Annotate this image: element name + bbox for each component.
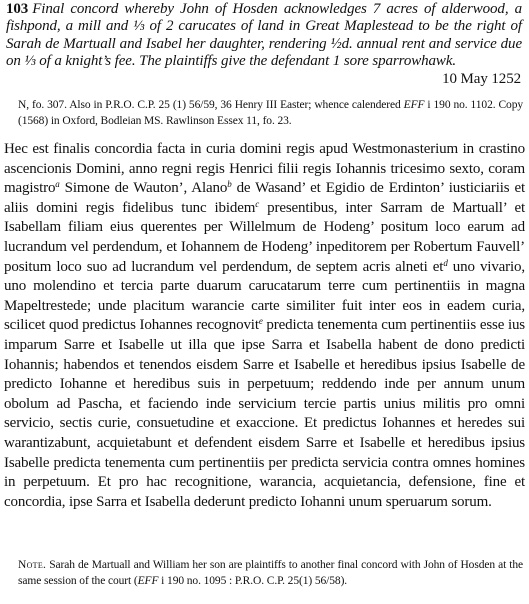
entry-number: 103 <box>6 1 29 17</box>
editorial-note <box>18 558 523 589</box>
text-segment-3: de Wasand’ et Egidio de Erdinton’ iusticiariis et aliis domini regis fidelibus tunc ibidem <box>4 180 525 216</box>
source-text-2: i 190 no. 1102. Copy (1568) in Oxford, Bodleian MS. Rawlinson Essex 11, fo. 23. <box>18 99 524 127</box>
footnote-marker-b: b <box>227 179 232 190</box>
summary-text: Final concord whereby John of Hosden acknowledges 7 acres of alderwood, a fishpond, a mill and ⅓ of 2 carucates of land in Great Maplestead to be the right of Sarah de Martuall and Isabel her daughter, rendering ½d. annual rent and service due on ⅓ of a knight’s fee. The plaintiffs give the defendant 1 sore sparrowhawk. <box>6 1 522 70</box>
source-text-1: N, fo. 307. Also in P.R.O. C.P. 25 (1) 56/59, 36 Henry III Easter; whence calendered <box>18 99 404 111</box>
footnote-marker-e: e <box>258 316 263 327</box>
note-text-2: i 190 no. 1095 : P.R.O. C.P. 25(1) 56/58). <box>158 574 348 587</box>
footnote-marker-c: c <box>255 198 260 209</box>
charter-paragraph <box>4 140 525 512</box>
source-references <box>18 98 523 129</box>
source-eff: EFF <box>403 99 425 111</box>
note-label: Note. <box>18 559 47 571</box>
footnote-marker-d: d <box>443 257 448 268</box>
note-text-1: Sarah de Martuall and William her son are plaintiffs to another final concord with John of Hosden at the same session of the court ( <box>18 559 523 587</box>
note-eff: EFF <box>137 574 159 587</box>
footnote-marker-a: a <box>55 179 60 190</box>
text-segment-6: predicta tenementa cum pertinentiis esse ius imparum Sarre et Isabelle ut illa que ipse Sarra et Isabella habent de dono predicti Iohannis; habendos et tenendos eisdem Sarre et Isabelle et heredibus ipsius Isabelle de predicto Iohanne et heredibus suis in perpetuum; reddendo inde per annum unum obolum ad Pascha, et faciendo inde servicium tercie partis unius militis pro omni servicio, sectis curie, consuetudine et exaccione. Et predictus Iohannes et heredes sui warantizabunt, acquietabunt et defendent eisdem Sarre et Isabelle et heredibus ipsius Isabelle predicta tenementa cum pertinentiis per predicta servicia contra omnes homines in perpetuum. Et pro hac recognitione, warancia, acquietancia, defensione, fine et concordia, ipse Sarra et Isabella dederunt predicto Iohanni unum speruarum sorum. <box>4 317 525 510</box>
text-segment-4: presentibus, inter Sarram de Martuall’ et Isabellam filiam eius querentes per Willelmum de Hodeng’ positum loco earum ad lucrandum vel perdendum, et Iohannem de Hodeng’ inpeditorem per Robertum Fauvell’ positum loco suo ad lucrandum vel perdendum, de septem acris alneti et <box>4 199 525 275</box>
charter-text <box>4 140 525 512</box>
entry-date: 10 May 1252 <box>442 70 521 87</box>
text-segment-2: Simone de Wauton’, Alano <box>59 180 228 197</box>
entry-summary <box>6 1 522 88</box>
text-segment-5: uno vivario, uno molendino et tercia parte duarum carucatarum terre cum pertinentiis in magna Mapeltrestede; unde placitum warancie carte similiter fuit inter eos in eadem curia, scilicet quod predictus Iohannes recognovit <box>4 258 525 334</box>
text-segment-1: Hec est finalis concordia facta in curia domini regis apud Westmonasterium in crastino ascencionis Domini, anno regni regis Henrici filii regis Iohannis tricesimo sexto, coram magistro <box>4 141 525 197</box>
